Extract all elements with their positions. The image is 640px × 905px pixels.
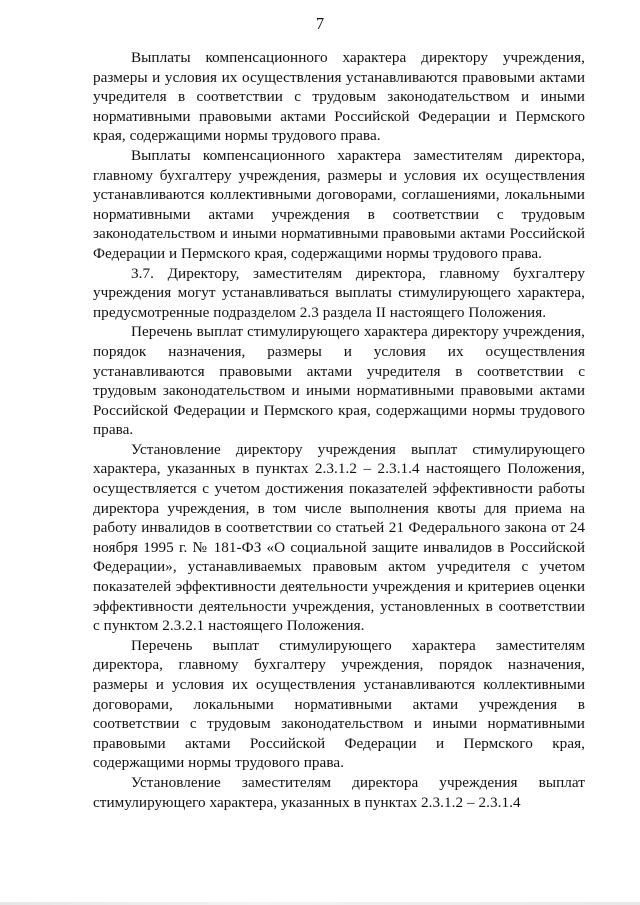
paragraph-deputies-incentive-list: Перечень выплат стимулирующего характера заместителям директора, главному бухгалтеру учреждения, порядок назначения, размеры и условия их осуществления устанавливаются коллективными договорами, локальными нормативными актами учреждения в соответствии с трудовым законодательством и иными нормативными правовыми актами Российской Федерации и Пермского края, содержащими нормы трудового права. [93, 636, 585, 772]
document-body [93, 48, 585, 812]
paragraph-section-3-7: 3.7. Директору, заместителям директора, главному бухгалтеру учреждения могут устанавливаться выплаты стимулирующего характера, предусмотренные подразделом 2.3 раздела II настоящего Положения. [93, 264, 585, 321]
paragraph-director-incentive-establishment: Установление директору учреждения выплат стимулирующего характера, указанных в пунктах 2.3.1.2 – 2.3.1.4 настоящего Положения, осуществляется с учетом достижения показателей эффективности работы директора учреждения, в том числе выполнения квоты для приема на работу инвалидов в соответствии со статьей 21 Федерального закона от 24 ноября 1995 г. № 181-ФЗ «О социальной защите инвалидов в Российской Федерации», устанавливаемых правовым актом учредителя с учетом показателей эффективности деятельности учреждения и критериев оценки эффективности деятельности учреждения, установленных в соответствии с пунктом 2.3.2.1 настоящего Положения. [93, 440, 585, 635]
page-number: 7 [315, 14, 325, 33]
paragraph-deputies-incentive-establishment: Установление заместителям директора учреждения выплат стимулирующего характера, указанных в пунктах 2.3.1.2 – 2.3.1.4 [93, 773, 585, 811]
paragraph-director-incentive-list: Перечень выплат стимулирующего характера директору учреждения, порядок назначения, размеры и условия их осуществления устанавливаются правовыми актами учредителя в соответствии с трудовым законодательством и иными нормативными правовыми актами Российской Федерации и Пермского края, содержащими нормы трудового права. [93, 323, 585, 439]
paragraph-director-compensation: Выплаты компенсационного характера директору учреждения, размеры и условия их осуществления устанавливаются правовыми актами учредителя в соответствии с трудовым законодательством и иными нормативными правовыми актами Российской Федерации и Пермского края, содержащими нормы трудового права. [93, 49, 585, 145]
paragraph-deputies-compensation: Выплаты компенсационного характера заместителям директора, главному бухгалтеру учреждения, размеры и условия их осуществления устанавливаются коллективными договорами, соглашениями, локальными нормативными актами учреждения в соответствии с трудовым законодательством и иными нормативными правовыми актами Российской Федерации и Пермского края, содержащими нормы трудового права. [93, 146, 585, 262]
